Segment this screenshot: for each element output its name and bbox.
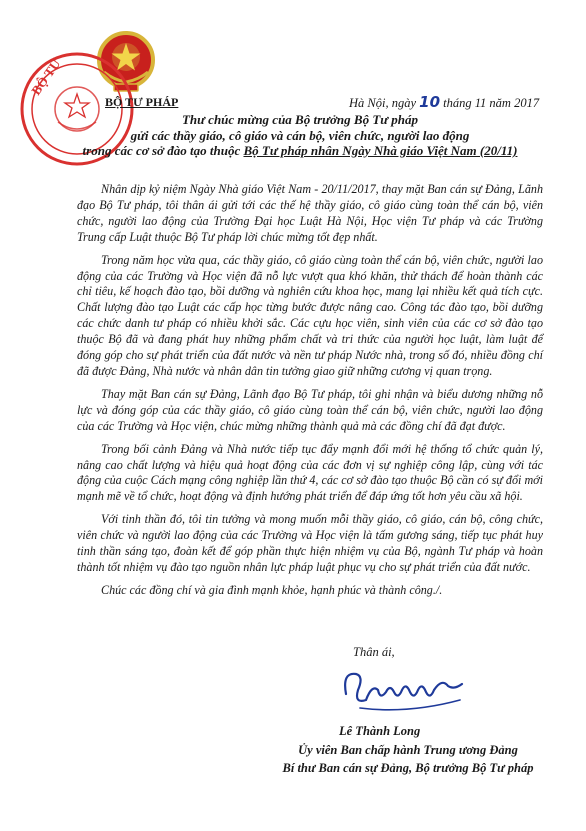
title-line-3-prefix: trong các cơ sở đào tạo thuộc [82,143,244,158]
title-line-1: Thư chúc mừng của Bộ trưởng Bộ Tư pháp [181,112,419,127]
signer-name: Lê Thành Long [339,724,421,738]
title-line-3 [70,143,530,159]
letter-title [70,112,530,159]
agency-name: BỘ TƯ PHÁP [105,95,179,109]
letter-body [77,182,543,606]
paragraph-2: Trong năm học vừa qua, các thầy giáo, cô giáo cùng toàn thể cán bộ, viên chức, người lao động của các Trường và Học viện đã nỗ lực vượt qua khó khăn, thử thách để hoàn thành các chỉ tiêu, kế hoạch đào tạo, bồi dưỡng và nghiên cứu khoa học, mang lại nhiều kết quả tích cực. Chất lượng đào tạo Luật các cấp học từng bước được nâng cao. Công tác đào tạo, bồi dưỡng các chức danh tư pháp có nhiều khởi sắc. Các cựu học viên, sinh viên của các cơ sở đào tạo thuộc Bộ đã và đang phát huy những phẩm chất và tri thức của người học luật, làm luật để đóng góp cho sự phát triển của đất nước và nền tư pháp Nước nhà, trong số đó, nhiều đồng chí đã được Đảng, Nhà nước và nhân dân tin tưởng giao giữ những cương vị quan trọng. [77,252,543,378]
handwritten-signature-icon [338,660,468,724]
dateline [349,93,539,111]
paragraph-1: Nhân dịp kỷ niệm Ngày Nhà giáo Việt Nam - 20/11/2017, thay mặt Ban cán sự Đảng, Lãnh đạo Bộ Tư pháp, tôi thân ái gửi tới các thế hệ thầy giáo, cô giáo cùng toàn thể cán bộ, viên chức, người lao động của Trường Đại học Luật Hà Nội, Học viện Tư pháp và các Trường Trung cấp Luật thuộc Bộ Tư pháp lời chúc mừng tốt đẹp nhất. [77,182,543,244]
signer-title-1: Ủy viên Ban chấp hành Trung ương Đảng [298,743,518,757]
signer-titles [278,741,538,777]
title-line-2: gửi các thầy giáo, cô giáo và cán bộ, viên chức, người lao động [130,127,470,143]
date-prefix: Hà Nội, ngày [349,96,420,110]
paragraph-6: Chúc các đồng chí và gia đình mạnh khỏe, hạnh phúc và thành công./. [101,582,443,597]
paragraph-4: Trong bối cảnh Đảng và Nhà nước tiếp tục đẩy mạnh đổi mới hệ thống tổ chức quản lý, nâng cao chất lượng và hiệu quả hoạt động của các đơn vị sự nghiệp công lập, cùng với tác động của cuộc Cách mạng công nghiệp lần thứ 4, các cơ sở đào tạo thuộc Bộ cần có sự đổi mới mạnh mẽ về tổ chức, hoạt động và định hướng phát triển để đáp ứng tốt hơn yêu cầu xã hội. [77,441,543,504]
date-suffix: tháng 11 năm 2017 [440,96,540,110]
closing: Thân ái, [353,645,395,659]
signer-title-2: Bí thư Ban cán sự Đảng, Bộ trưởng Bộ Tư pháp [282,761,534,775]
title-line-3-underlined: Bộ Tư pháp nhân Ngày Nhà giáo Việt Nam (20/11) [243,143,518,158]
paragraph-5: Với tinh thần đó, tôi tin tưởng và mong muốn mỗi thầy giáo, cô giáo, cán bộ, công chức, viên chức và người lao động của các Trường và Học viện là tấm gương sáng, tiếp tục phát huy tinh thần sáng tạo, đoàn kết để góp phần thực hiện nhiệm vụ của Bộ, ngành Tư pháp và hoàn thành tốt nhiệm vụ đào tạo nguồn nhân lực pháp luật phục vụ cho sự phát triển của đất nước. [77,512,543,574]
date-day: 10 [419,93,441,111]
seal-text: BỘ TƯ [28,55,64,98]
paragraph-3: Thay mặt Ban cán sự Đảng, Lãnh đạo Bộ Tư pháp, tôi ghi nhận và biểu dương những nỗ lực và đóng góp của các thầy giáo, cô giáo cùng toàn thể cán bộ, viên chức, người lao động của các Trường và Học viện, chúc mừng những thành quả mà các đồng chí đã đạt được. [77,386,543,433]
